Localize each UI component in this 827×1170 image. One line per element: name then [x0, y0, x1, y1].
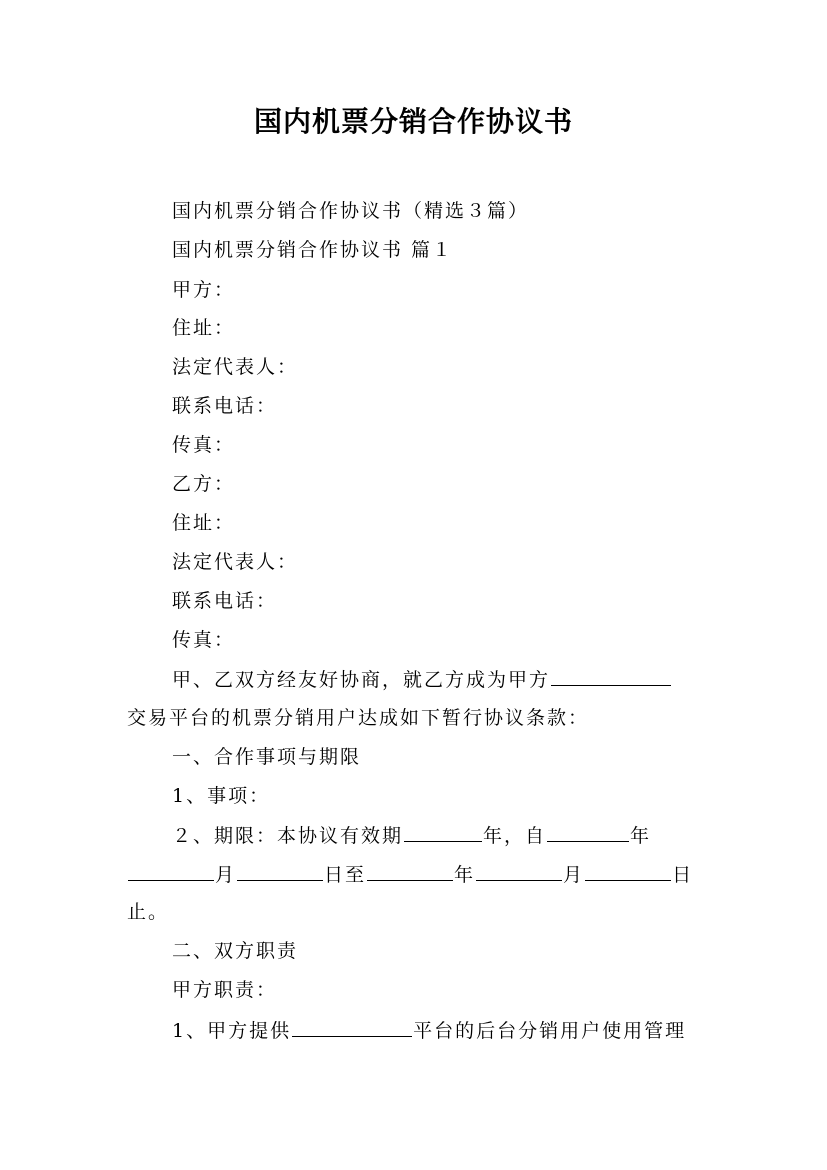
party-a-address: 住址： — [172, 317, 236, 339]
clause1-item2-line3: 止。 — [127, 901, 170, 923]
document-title: 国内机票分销合作协议书 — [253, 105, 573, 138]
section-heading: 国内机票分销合作协议书 篇１ — [172, 239, 454, 261]
end-day-blank — [585, 861, 671, 881]
clause1-item2-line2 — [127, 861, 693, 887]
duty1-suffix: 平台的后台分销用户使用管理 — [413, 1020, 687, 1042]
clause2-heading: 二、双方职责 — [172, 940, 299, 962]
party-b-label: 乙方： — [172, 473, 236, 495]
intro-text: 甲、乙双方经友好协商，就乙方成为甲方 — [172, 669, 551, 691]
start-day-blank — [237, 861, 323, 881]
party-a-label: 甲方： — [172, 279, 236, 301]
party-a-phone: 联系电话： — [172, 395, 278, 417]
clause1-item2-line1 — [172, 822, 651, 848]
term-prefix: ２、期限：本协议有效期 — [172, 825, 404, 847]
clause1-item1: 1、事项： — [172, 785, 271, 807]
term-years-blank — [404, 822, 482, 842]
start-day-to-label: 日至 — [324, 864, 367, 886]
intro-paragraph-line2: 交易平台的机票分销用户达成如下暂行协议条款： — [127, 707, 590, 729]
intro-paragraph-line1 — [172, 666, 672, 692]
end-month-label: 月 — [563, 864, 585, 886]
term-year-label: 年 — [630, 825, 652, 847]
start-year-blank — [547, 822, 629, 842]
document-subtitle: 国内机票分销合作协议书（精选３篇） — [172, 200, 530, 222]
duty1-line — [172, 1017, 686, 1043]
start-month-blank — [128, 861, 214, 881]
clause1-heading: 一、合作事项与期限 — [172, 746, 362, 768]
end-day-label: 日 — [672, 864, 694, 886]
platform-name-blank — [551, 666, 671, 686]
start-month-label: 月 — [215, 864, 237, 886]
party-b-fax: 传真： — [172, 629, 236, 651]
party-b-phone: 联系电话： — [172, 590, 278, 612]
duty1-platform-blank — [292, 1017, 412, 1037]
party-a-fax: 传真： — [172, 434, 236, 456]
party-a-duties-heading: 甲方职责： — [172, 979, 278, 1001]
party-a-representative: 法定代表人： — [172, 356, 299, 378]
end-year-label: 年 — [454, 864, 476, 886]
party-b-address: 住址： — [172, 512, 236, 534]
end-year-blank — [367, 861, 453, 881]
term-year-from: 年，自 — [483, 825, 547, 847]
party-b-representative: 法定代表人： — [172, 551, 299, 573]
duty1-prefix: 1、甲方提供 — [172, 1020, 292, 1042]
end-month-blank — [476, 861, 562, 881]
